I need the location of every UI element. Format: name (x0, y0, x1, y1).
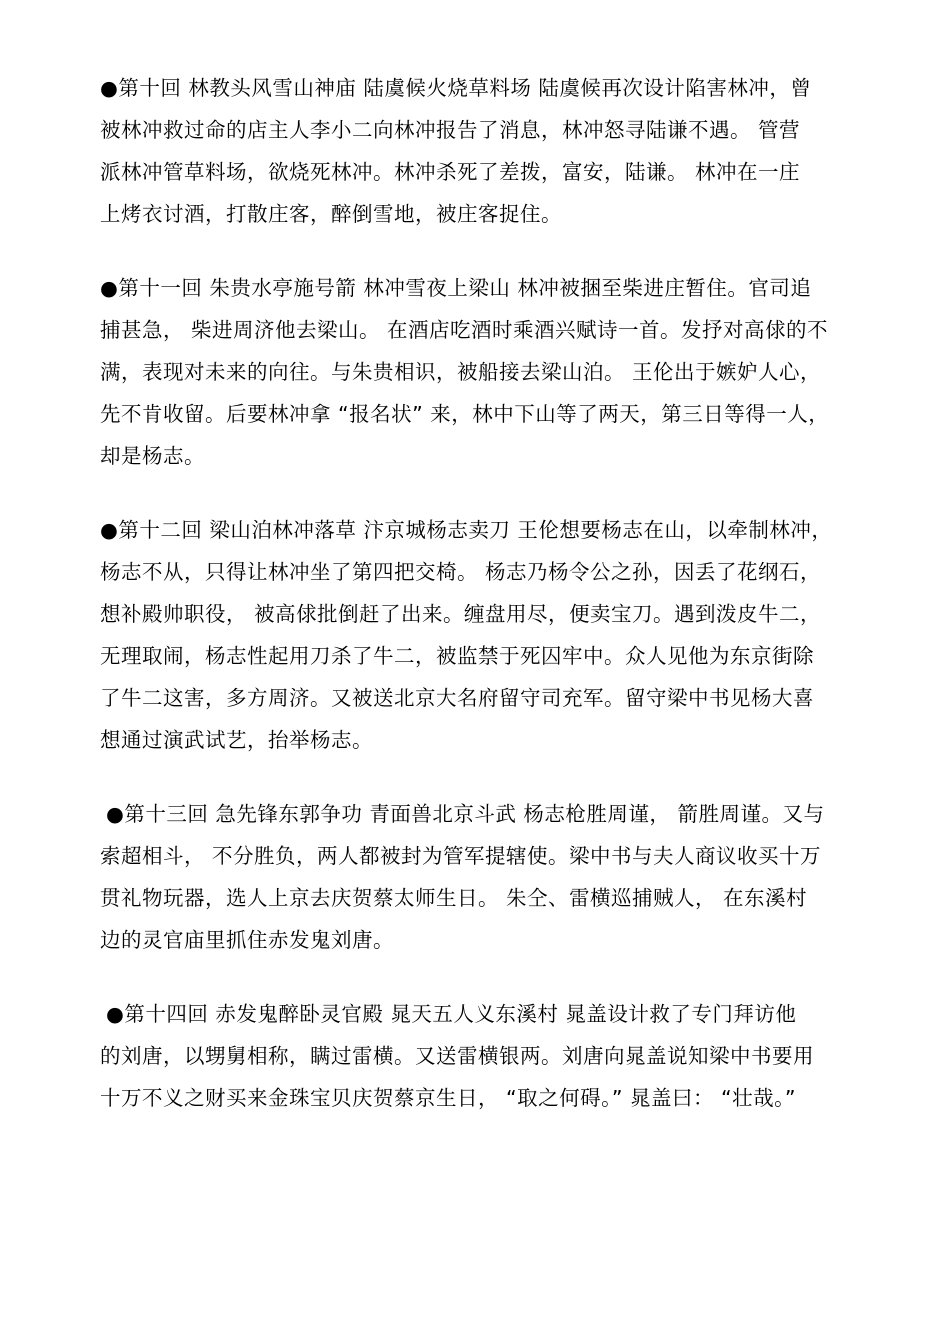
paragraph-chapter-13 (100, 793, 870, 961)
text-line: 了牛二这害，多方周济。又被送北京大名府留守司充军。留守梁中书见杨大喜 (100, 686, 814, 710)
text-line: 贯礼物玩器，选人上京去庆贺蔡太师生日。 朱仝、雷横巡捕贼人， 在东溪村 (100, 886, 808, 910)
text-line: 上烤衣讨酒，打散庄客，醉倒雪地，被庄客捉住。 (100, 202, 562, 226)
text-line: 被林冲救过命的店主人李小二向林冲报告了消息，林冲怒寻陆谦不遇。 管营 (100, 118, 801, 142)
text-line: ●第十一回 朱贵水亭施号箭 林冲雪夜上梁山 林冲被捆至柴进庄暂住。官司追 (100, 276, 812, 300)
text-line: 想通过演武试艺，抬举杨志。 (100, 728, 373, 752)
text-line: ●第十二回 梁山泊林冲落草 汴京城杨志卖刀 王伦想要杨志在山，以牵制林冲， (100, 518, 833, 542)
paragraph-chapter-14 (100, 993, 870, 1119)
text-line: 边的灵官庙里抓住赤发鬼刘唐。 (100, 928, 394, 952)
text-line: 无理取闹，杨志性起用刀杀了牛二，被监禁于死囚牢中。众人见他为东京街除 (100, 644, 814, 668)
text-line: 十万不义之财买来金珠宝贝庆贺蔡京生日， “取之何碍。” 晁盖曰： “壮哉。” (100, 1086, 797, 1110)
document-page (100, 67, 870, 1151)
paragraph-chapter-11 (100, 267, 870, 477)
text-line: 先不肯收留。后要林冲拿 “报名状” 来，林中下山等了两天，第三日等得一人， (100, 402, 830, 426)
text-line: 捕甚急， 柴进周济他去梁山。 在酒店吃酒时乘酒兴赋诗一首。发抒对高俅的不 (100, 318, 829, 342)
text-line: 想补殿帅职役， 被高俅批倒赶了出来。缠盘用尽，便卖宝刀。遇到泼皮牛二， (100, 602, 822, 626)
text-line: ●第十回 林教头风雪山神庙 陆虞候火烧草料场 陆虞候再次设计陷害林冲，曾 (100, 76, 812, 100)
text-line: 满，表现对未来的向往。与朱贵相识，被船接去梁山泊。 王伦出于嫉妒人心， (100, 360, 822, 384)
paragraph-chapter-10 (100, 67, 870, 235)
text-line: 却是杨志。 (100, 444, 205, 468)
text-line: 杨志不从，只得让林冲坐了第四把交椅。 杨志乃杨令公之孙，因丢了花纲石， (100, 560, 822, 584)
text-line: 派林冲管草料场，欲烧死林冲。林冲杀死了差拨，富安，陆谦。 林冲在一庄 (100, 160, 801, 184)
text-line: ●第十四回 赤发鬼醉卧灵官殿 晁天五人义东溪村 晁盖设计救了专门拜访他 (106, 1002, 797, 1026)
text-line: ●第十三回 急先锋东郭争功 青面兽北京斗武 杨志枪胜周谨， 箭胜周谨。又与 (106, 802, 825, 826)
text-line: 索超相斗， 不分胜负，两人都被封为管军提辖使。梁中书与夫人商议收买十万 (100, 844, 822, 868)
text-line: 的刘唐，以甥舅相称，瞒过雷横。又送雷横银两。刘唐向晁盖说知梁中书要用 (100, 1044, 814, 1068)
paragraph-chapter-12 (100, 509, 870, 761)
